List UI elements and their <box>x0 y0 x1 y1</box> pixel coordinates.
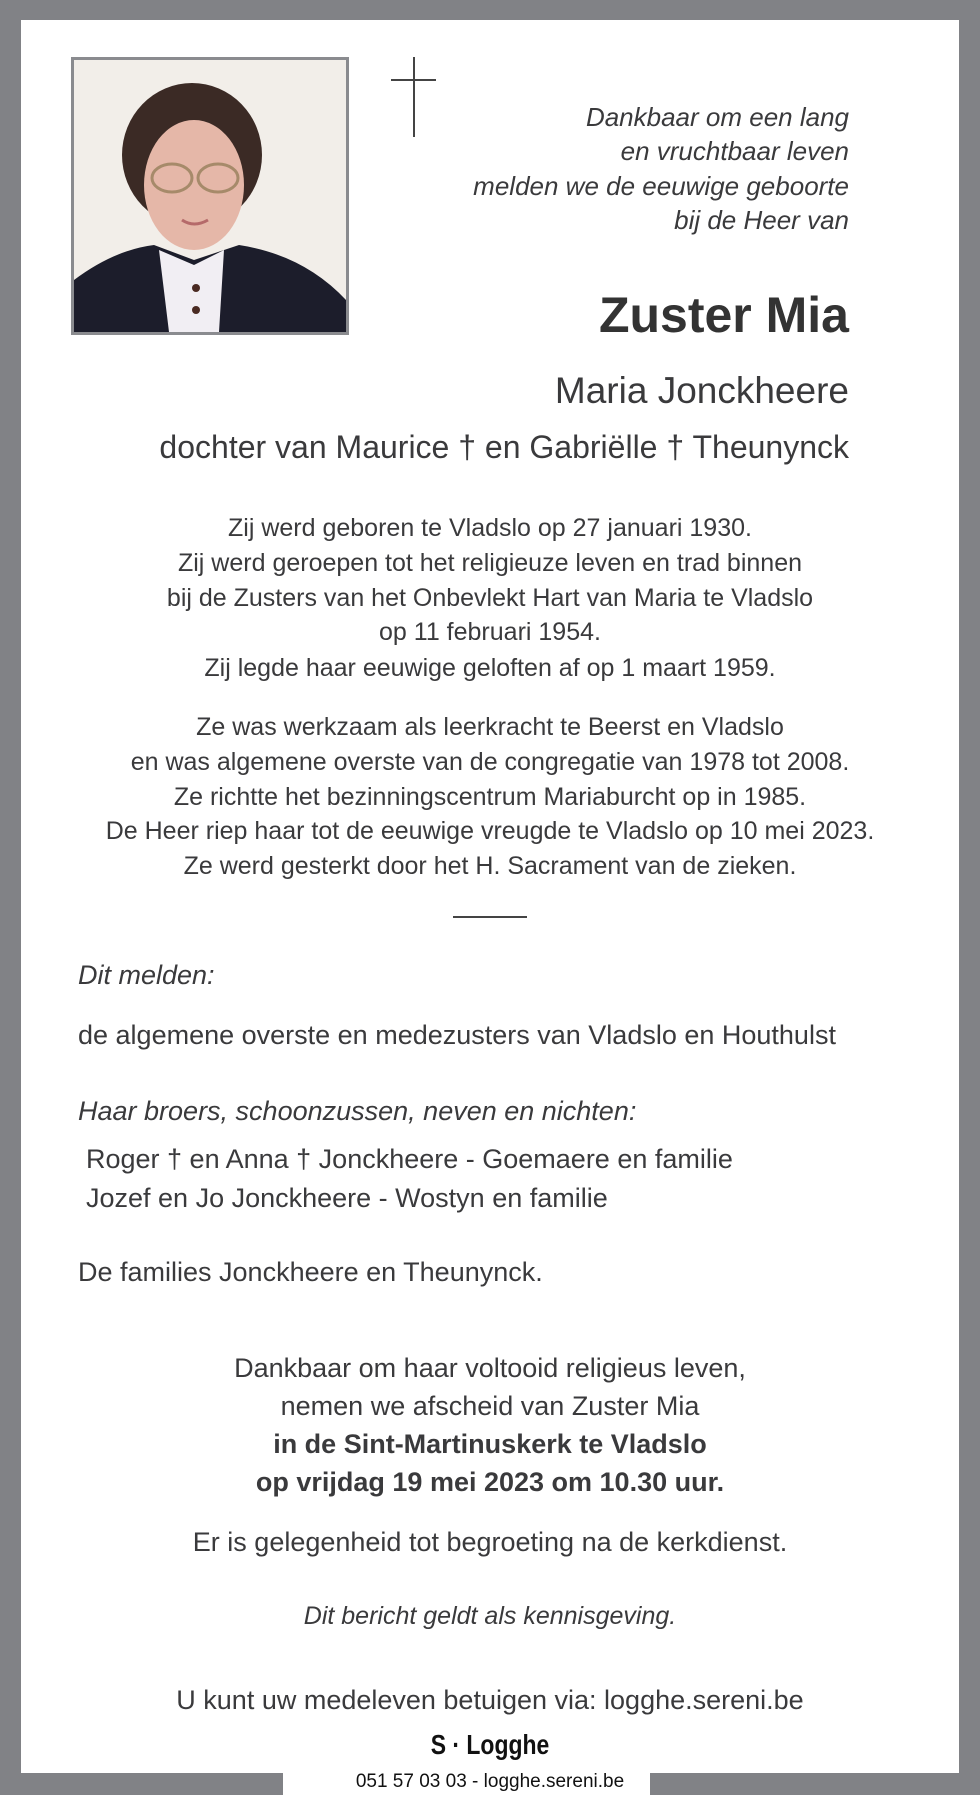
farewell-datetime: op vrijdag 19 mei 2023 om 10.30 uur. <box>255 1467 725 1497</box>
bio-line: Ze was werkzaam als leerkracht te Beerst en Vladslo <box>196 713 784 741</box>
greeting: Er is gelegenheid tot begroeting na de kerkdienst. <box>192 1527 788 1557</box>
parents: dochter van Maurice † en Gabriëlle † Theunynck <box>159 429 849 465</box>
portrait-photo <box>71 57 349 335</box>
families: De families Jonckheere en Theunynck. <box>78 1257 543 1287</box>
full-name: Maria Jonckheere <box>554 370 849 411</box>
family-line: Jozef en Jo Jonckheere - Wostyn en familie <box>86 1183 608 1213</box>
family-line: Roger † en Anna † Jonckheere - Goemaere en familie <box>86 1144 733 1174</box>
bio-line: Ze richtte het bezinningscentrum Mariaburcht op in 1985. <box>173 783 807 811</box>
bio-line: De Heer riep haar tot de eeuwige vreugde te Vladslo op 10 mei 2023. <box>105 817 875 845</box>
condolence-text[interactable]: U kunt uw medeleven betuigen via: logghe.sereni.be <box>176 1685 804 1715</box>
bio-line: Zij werd geboren te Vladslo op 27 januari 1930. <box>228 514 752 542</box>
announcers-heading: Dit melden: <box>78 960 215 990</box>
announcers: de algemene overste en medezusters van Vladslo en Houthulst <box>78 1020 836 1050</box>
bio-line: Zij werd geroepen tot het religieuze leven en trad binnen <box>177 549 802 577</box>
intro-line: en vruchtbaar leven <box>620 136 849 166</box>
intro-line: bij de Heer van <box>674 205 849 235</box>
notice: Dit bericht geldt als kennisgeving. <box>303 1602 677 1630</box>
divider <box>453 916 527 918</box>
bio-line: op 11 februari 1954. <box>379 618 601 646</box>
bio-line: en was algemene overste van de congregatie van 1978 tot 2008. <box>130 748 850 776</box>
intro-line: Dankbaar om een lang <box>585 102 849 132</box>
funeral-home-logo: S · Logghe <box>430 1729 550 1760</box>
farewell-location: in de Sint-Martinuskerk te Vladslo <box>273 1429 707 1459</box>
bio-line: bij de Zusters van het Onbevlekt Hart van Maria te Vladslo <box>166 584 814 612</box>
intro-line: melden we de eeuwige geboorte <box>473 171 849 201</box>
deceased-name: Zuster Mia <box>598 287 849 343</box>
bio-line: Zij legde haar eeuwige geloften af op 1 maart 1959. <box>204 654 776 682</box>
bio-line: Ze werd gesterkt door het H. Sacrament van de zieken. <box>183 852 797 880</box>
cross-icon <box>413 57 415 137</box>
farewell-line: Dankbaar om haar voltooid religieus leven, <box>234 1353 746 1383</box>
footer-contact: 051 57 03 03 - logghe.sereni.be <box>355 1771 625 1792</box>
family-heading: Haar broers, schoonzussen, neven en nichten: <box>78 1096 637 1126</box>
cross-icon-bar <box>391 79 436 81</box>
farewell-line: nemen we afscheid van Zuster Mia <box>280 1391 700 1421</box>
